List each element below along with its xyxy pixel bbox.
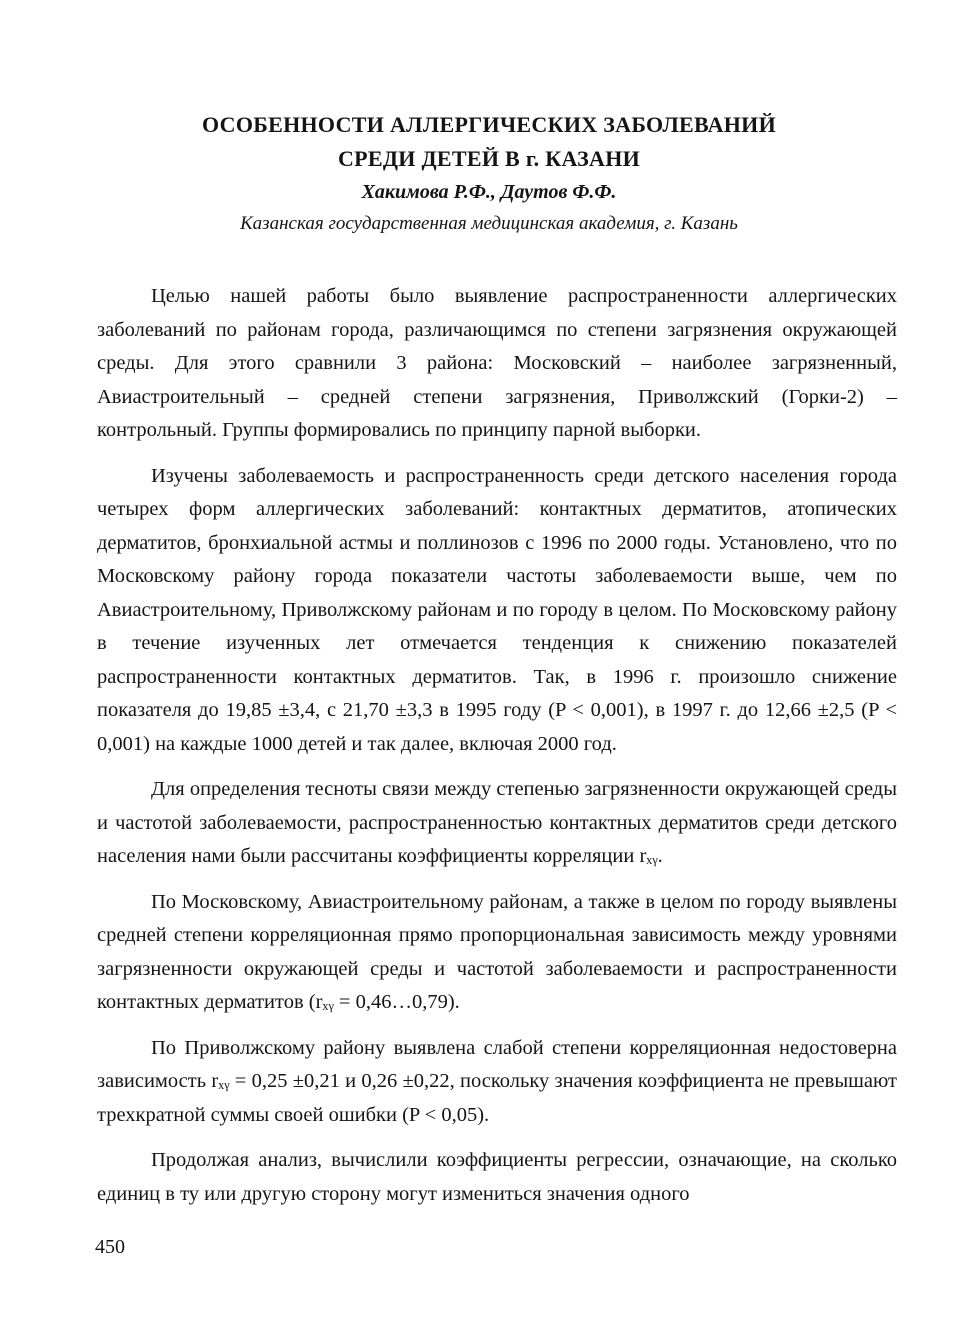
authors: Хакимова Р.Ф., Даутов Ф.Ф. — [361, 181, 617, 203]
paragraph-4: По Московскому, Авиастроительному районам, а также в целом по городу выявлены средней степени корреляционная прямо пропорциональная зависимость между уровнями загрязненности окружающей среды и частотой заболеваемости и распространенности контактных дерматитов (rₓᵧ = 0,46…0,79). — [97, 890, 897, 1013]
paragraph-6: Продолжая анализ, вычислили коэффициенты регрессии, означающие, на сколько единиц в ту или другую сторону могут измениться значения одного — [97, 1149, 897, 1205]
affiliation: Казанская государственная медицинская академия, г. Казань — [240, 213, 738, 234]
paragraph-2: Изучены заболеваемость и распространенность среди детского населения города четырех форм аллергических заболеваний: контактных дерматитов, атопических дерматитов, бронхиальной астмы и поллинозов с 1996 по 2000 годы. Установлено, что по Московскому району города показатели частоты заболеваемости выше, чем по Авиастроительному, Приволжскому районам и по городу в целом. По Московскому району в течение изученных лет отмечается тенденция к снижению показателей распространенности контактных дерматитов. Так, в 1996 г. произошло снижение показателя до 19,85 ±3,4, с 21,70 ±3,3 в 1995 году (P < 0,001), в 1997 г. до 12,66 ±2,5 (P < 0,001) на каждые 1000 детей и так далее, включая 2000 год. — [97, 464, 897, 755]
page-number: 450 — [95, 1236, 125, 1258]
paragraph-1: Целью нашей работы было выявление распространенности аллергических заболеваний по районам города, различающимся по степени загрязнения окружающей среды. Для этого сравнили 3 района: Московский – наиболее загрязненный, Авиастроительный – средней степени загрязнения, Приволжский (Горки-2) – контрольный. Группы формировались по принципу парной выборки. — [97, 285, 897, 441]
paragraph-5: По Приволжскому району выявлена слабой степени корреляционная недостоверна зависимость rₓᵧ = 0,25 ±0,21 и 0,26 ±0,22, поскольку значения коэффициента не превышают трехкратной суммы своей ошибки (P < 0,05). — [97, 1036, 897, 1126]
title-line-2: СРЕДИ ДЕТЕЙ В г. КАЗАНИ — [337, 146, 641, 171]
title-line-1: ОСОБЕННОСТИ АЛЛЕРГИЧЕСКИХ ЗАБОЛЕВАНИЙ — [201, 112, 777, 137]
article-body — [97, 280, 897, 1223]
paragraph-3: Для определения тесноты связи между степенью загрязненности окружающей среды и частотой заболеваемости, распространенностью контактных дерматитов среди детского населения нами были рассчитаны коэффициенты корреляции rₓᵧ. — [97, 778, 897, 867]
